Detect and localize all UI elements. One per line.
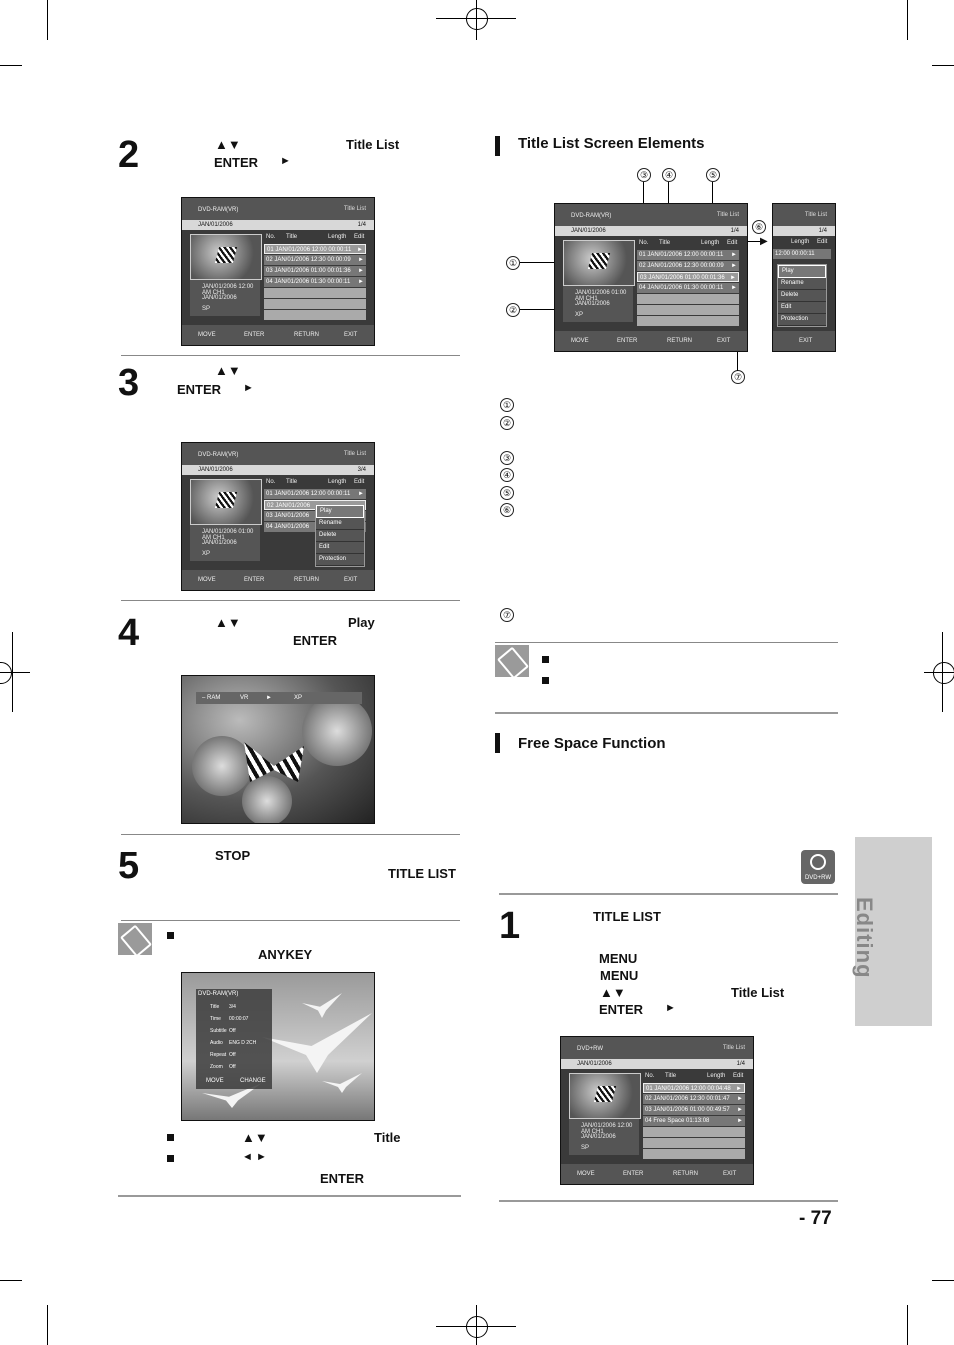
arrow-keys: ▲▼ — [215, 615, 241, 630]
keyword: ENTER — [320, 1171, 365, 1186]
bullet — [167, 932, 174, 939]
title-list-menu-screen: DVD-RAM(VR) Title List JAN/01/2006 3/4 JAN/01/2006 01:00 AM CH1 JAN/01/2006 XP No. Title Length Edit 01 JAN/01/2006 12:00 00:00:11 ► 02 JAN/01/2006 03 JAN/01/2006 04 JAN/01/2006 Play Rename Delete Edit Protection MOVE ENTER RETURN EXIT — [181, 442, 375, 591]
info-display-image — [181, 972, 375, 1121]
crop-mark — [907, 0, 908, 40]
registration-mark — [436, 18, 516, 19]
legend-4: ④ — [500, 468, 514, 482]
play-icon: ► — [280, 155, 291, 167]
keyword: Title List — [731, 985, 785, 1000]
callout-5: ⑤ — [706, 168, 720, 182]
divider — [121, 355, 460, 356]
registration-mark — [924, 672, 954, 673]
registration-mark — [436, 1326, 516, 1327]
divider — [121, 920, 460, 921]
callout-4: ④ — [662, 168, 676, 182]
edit-popup-menu: Play Rename Delete Edit Protection — [777, 264, 827, 327]
playback-image — [181, 675, 375, 824]
arrow-keys: ▲▼ — [215, 363, 241, 378]
registration-mark — [0, 662, 12, 684]
play-icon: ► — [665, 1002, 676, 1014]
note-icon — [118, 923, 152, 955]
crop-mark — [932, 1280, 954, 1281]
keyword: MENU — [600, 968, 639, 983]
step-number: 2 — [118, 134, 140, 176]
step-number: 3 — [118, 362, 140, 404]
legend-7: ⑦ — [500, 608, 514, 622]
crop-mark — [47, 1305, 48, 1345]
keyword: Title — [374, 1130, 401, 1145]
section-side-tab: Editing — [855, 837, 932, 1026]
registration-mark — [12, 632, 13, 712]
note-icon — [495, 645, 529, 677]
section-bar — [495, 733, 500, 753]
divider — [495, 642, 838, 643]
callout-7: ⑦ — [731, 370, 745, 384]
bullet — [167, 1134, 174, 1141]
registration-mark — [933, 662, 954, 684]
playback-info-bar: – RAM VR ► XP — [196, 692, 362, 704]
divider — [499, 893, 838, 895]
arrow-right-icon: ▶ — [760, 236, 768, 247]
keyword: Play — [348, 615, 375, 630]
keyword: STOP — [215, 848, 251, 863]
registration-mark — [942, 632, 943, 712]
callout-1: ① — [506, 256, 520, 270]
legend-3: ③ — [500, 451, 514, 465]
keyword: ANYKEY — [258, 947, 313, 962]
keyword: TITLE LIST — [593, 909, 661, 924]
play-icon: ► — [243, 382, 254, 394]
registration-mark — [476, 1305, 477, 1345]
divider — [121, 834, 460, 835]
crop-mark — [47, 0, 48, 40]
registration-mark — [476, 0, 477, 40]
keyword: ENTER — [599, 1002, 644, 1017]
step-number: 4 — [118, 612, 140, 654]
bullet — [167, 1155, 174, 1162]
crop-mark — [907, 1305, 908, 1345]
thumbnail — [569, 1073, 641, 1119]
divider — [499, 1200, 838, 1202]
edit-popup-menu: Play Rename Delete Edit Protection — [315, 504, 365, 567]
step-number: 5 — [118, 845, 140, 887]
section-bar — [495, 136, 500, 156]
legend-5: ⑤ — [500, 486, 514, 500]
thumbnail — [563, 240, 635, 286]
divider — [118, 1195, 461, 1197]
callout-2: ② — [506, 303, 520, 317]
callout-3: ③ — [637, 168, 651, 182]
keyword: ENTER — [293, 633, 338, 648]
keyword: ENTER — [214, 155, 259, 170]
info-osd-panel: DVD-RAM(VR) Title 3/4 Time 00:00:07 Subtitle Off Audio ENG D 2CH Repeat Off Zoom Off MOVE CHANGE — [196, 989, 272, 1089]
thumbnail — [190, 479, 262, 525]
crop-mark — [0, 65, 22, 66]
arrow-keys: ▲▼ — [600, 985, 626, 1000]
crop-mark — [0, 1280, 22, 1281]
divider — [495, 712, 838, 714]
divider — [121, 600, 460, 601]
free-space-title-list-screen: DVD+RW Title List JAN/01/2006 1/4 JAN/01/2006 12:00 AM CH1 JAN/01/2006 SP No. Title Length Edit 01 JAN/01/2006 12:00 00:04:48 ► 02 JAN/01/2006 12:30 00:01:47 ► 03 JAN/01/2006 01:00 00:49:57 ► 04 Free Space 01:13:08 ► MOVE ENTER RETURN EXIT — [560, 1036, 754, 1185]
title-list-screen: DVD-RAM(VR) Title List JAN/01/2006 1/4 JAN/01/2006 12:00 AM CH1 JAN/01/2006 SP No. Title Length Edit 01 JAN/01/2006 12:00 00:00:11 ► 02 JAN/01/2006 12:30 00:00:09 ► 03 JAN/01/2006 01:00 00:01:36 ► 04 JAN/01/2006 01:30 00:00:11 ► MOVE ENTER RETURN EXIT — [181, 197, 375, 346]
dvd-rw-badge: DVD+RW — [801, 850, 835, 884]
thumbnail — [190, 234, 262, 280]
keyword: Title List — [346, 137, 400, 152]
keyword: TITLE LIST — [388, 866, 456, 881]
page-number: - 77 — [799, 1208, 832, 1229]
step-number: 1 — [499, 905, 521, 947]
edit-menu-detail-screen: Title List 1/4 Length Edit 12:00 00:00:11 Play Rename Delete Edit Protection EXIT — [772, 203, 836, 352]
arrow-keys: ▲▼ — [242, 1130, 268, 1145]
keyword: ENTER — [177, 382, 222, 397]
bullet — [542, 656, 549, 663]
section-title: Free Space Function — [518, 735, 666, 752]
arrow-keys: ▲▼ — [215, 137, 241, 152]
legend-2: ② — [500, 416, 514, 430]
title-list-diagram-screen: DVD-RAM(VR) Title List JAN/01/2006 1/4 JAN/01/2006 01:00 AM CH1 JAN/01/2006 XP No. Title Length Edit 01 JAN/01/2006 12:00 00:00:11 ► 02 JAN/01/2006 12:30 00:00:09 ► 03 JAN/01/2006 01:00 00:01:36 ► 04 JAN/01/2006 01:30 00:00:11 ► MOVE ENTER RETURN EXIT — [554, 203, 748, 352]
keyword: MENU — [599, 951, 638, 966]
crop-mark — [932, 65, 954, 66]
legend-1: ① — [500, 398, 514, 412]
registration-mark — [466, 1316, 488, 1338]
registration-mark — [0, 672, 30, 673]
bullet — [542, 677, 549, 684]
arrow-keys: ◄ ► — [242, 1151, 267, 1163]
registration-mark — [466, 8, 488, 30]
callout-6: ⑥ — [752, 220, 766, 234]
legend-6: ⑥ — [500, 503, 514, 517]
section-title: Title List Screen Elements — [518, 135, 705, 152]
